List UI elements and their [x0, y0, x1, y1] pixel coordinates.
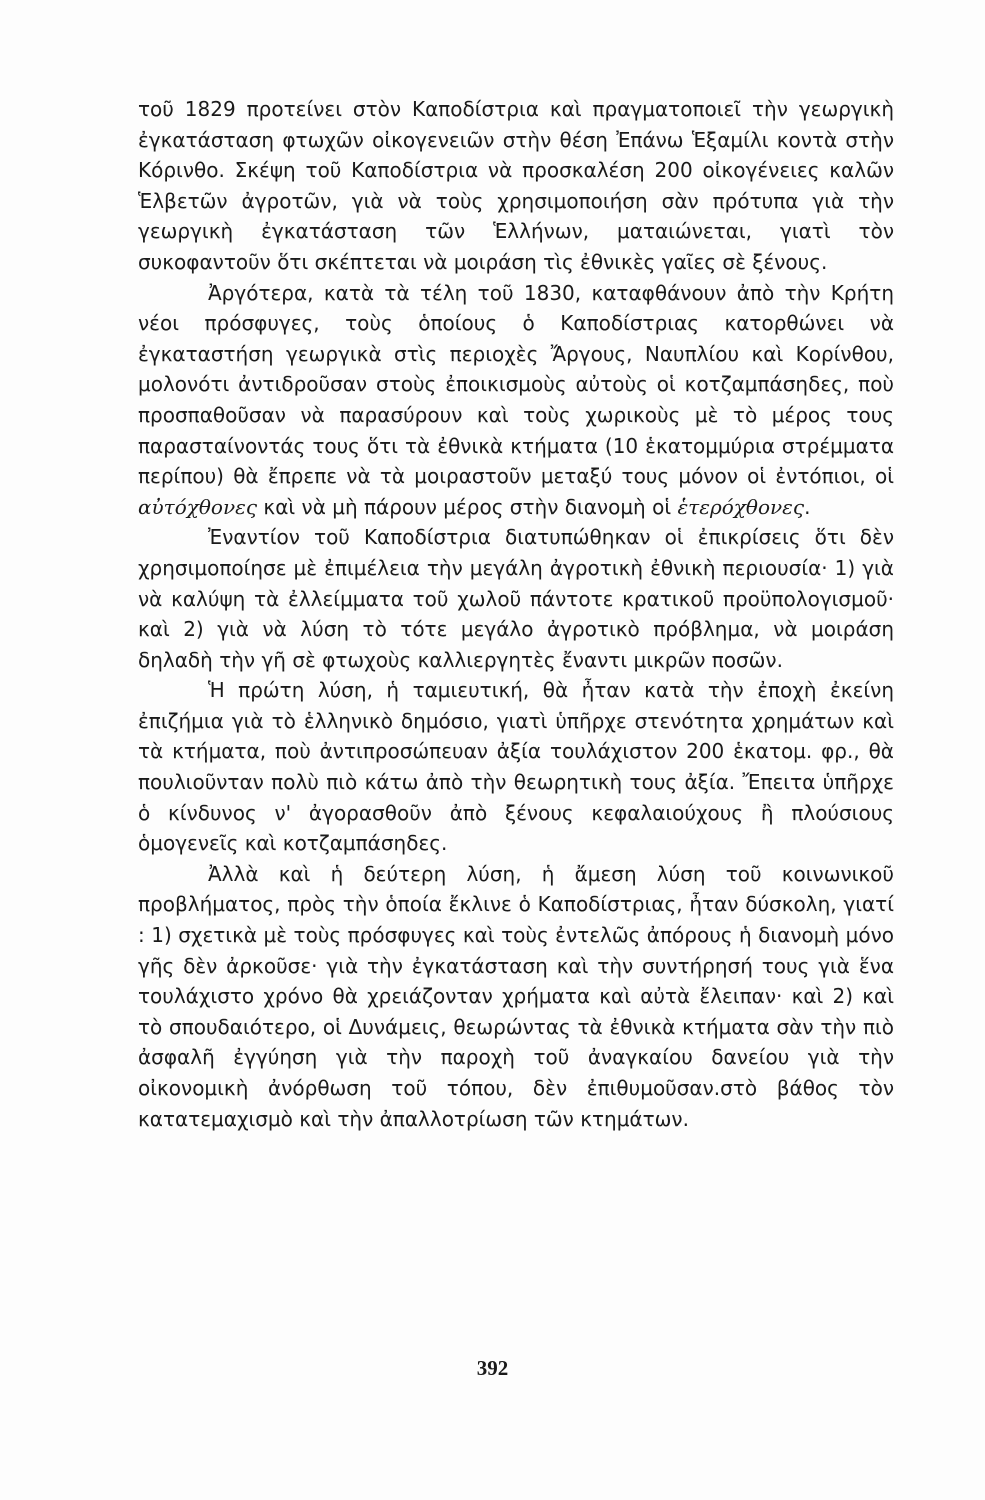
italic-term: αὐτόχθονες	[138, 494, 258, 519]
paragraph-text: Ἡ πρώτη λύση, ἡ ταμιευτική, θὰ ἦταν κατὰ τὴν ἐποχὴ ἐκείνη ἐπιζήμια γιὰ τὸ ἑλληνικὸ δημόσιο, γιατὶ ὑπῆρχε στενότητα χρημάτων καὶ τὰ κτήματα, ποὺ ἀντιπροσώπευαν ἀξία τουλάχιστον 200 ἑκατομ. φρ., θὰ πουλιοῦνταν πολὺ πιὸ κάτω ἀπὸ τὴν θεωρητικὴ τους ἀξία. Ἔπειτα ὑπῆρχε ὁ κίνδυνος ν' ἀγορασθοῦν ἀπὸ ξένους κεφαλαιούχους ἢ πλούσιους ὁμογενεῖς καὶ κοτζαμπάσηδες.	[138, 678, 894, 856]
page-number: 392	[476, 1356, 509, 1380]
paragraph-text: Ἀλλὰ καὶ ἡ δεύτερη λύση, ἡ ἄμεση λύση τοῦ κοινωνικοῦ προβλήματος, πρὸς τὴν ὁποία ἔκλινε ὁ Καποδίστριας, ἦταν δύσκολη, γιατί : 1) σχετικὰ μὲ τοὺς πρόσφυγες καὶ τοὺς ἐντελῶς ἀπόρους ἡ διανομὴ μόνο γῆς δὲν ἀρκοῦσε· γιὰ τὴν ἐγκατάσταση καὶ τὴν συντήρησή τους γιὰ ἕνα τουλάχιστο χρόνο θὰ χρειάζονταν χρήματα καὶ αὐτὰ ἔλειπαν· καὶ 2) καὶ τὸ σπουδαιότερο, οἱ Δυνάμεις, θεωρώντας τὰ ἐθνικὰ κτήματα σὰν τὴν πιὸ ἀσφαλῆ ἐγγύηση γιὰ τὴν παροχὴ τοῦ ἀναγκαίου δανείου γιὰ τὴν οἰκονομικὴ ἀνόρθωση τοῦ τόπου, δὲν ἐπιθυμοῦσαν.στὸ βάθος τὸν κατατεμαχισμὸ καὶ τὴν ἀπαλλοτρίωση τῶν κτημάτων.	[138, 861, 894, 1131]
paragraph-4	[138, 675, 894, 859]
body-text	[138, 94, 894, 1134]
paragraph-1	[138, 94, 894, 278]
italic-term: ἑτερόχθονες	[677, 494, 805, 519]
paragraph-3	[138, 522, 894, 675]
paragraph-text: Ἀργότερα, κατὰ τὰ τέλη τοῦ 1830, καταφθάνουν ἀπὸ τὴν Κρήτη νέοι πρόσφυγες, τοὺς ὁποίους ὁ Καποδίστριας κατορθώνει νὰ ἐγκαταστήση γεωργικὰ στὶς περιοχὲς Ἄργους, Ναυπλίου καὶ Κορίνθου, μολονότι ἀντιδροῦσαν στοὺς ἐποικισμοὺς αὐτοὺς οἱ κοτζαμπάσηδες, ποὺ προσπαθοῦσαν νὰ παρασύρουν καὶ τοὺς χωρικοὺς μὲ τὸ μέρος τους παρασταίνοντάς τους ὅτι τὰ ἐθνικὰ κτήματα (10 ἑκατομμύρια στρέμματα περίπου) θὰ ἔπρεπε νὰ τὰ μοιραστοῦν μεταξύ τους μόνον οἱ ἐντόπιοι, οἱ	[138, 280, 894, 489]
paragraph-5	[138, 859, 894, 1134]
paragraph-text: τοῦ 1829 προτείνει στὸν Καποδίστρια καὶ πραγματοποιεῖ τὴν γεωργικὴ ἐγκατάσταση φτωχῶν οἰκογενειῶν στὴν θέση Ἐπάνω Ἑξαμίλι κοντὰ στὴν Κόρινθο. Σκέψη τοῦ Καποδίστρια νὰ προσκαλέση 200 οἰκογένειες καλῶν Ἑλβετῶν ἀγροτῶν, γιὰ νὰ τοὺς χρησιμοποιήση σὰν πρότυπα γιὰ τὴν γεωργικὴ ἐγκατάσταση τῶν Ἑλλήνων, ματαιώνεται, γιατὶ τὸν συκοφαντοῦν ὅτι σκέπτεται νὰ μοιράση τὶς ἐθνικὲς γαῖες σὲ ξένους.	[138, 97, 894, 274]
paragraph-2	[138, 278, 894, 523]
paragraph-text: .	[804, 494, 811, 519]
paragraph-text: καὶ νὰ μὴ πάρουν μέρος στὴν διανομὴ οἱ	[257, 494, 678, 519]
paragraph-text: Ἐναντίον τοῦ Καποδίστρια διατυπώθηκαν οἱ ἐπικρίσεις ὅτι δὲν χρησιμοποίησε μὲ ἐπιμέλεια τὴν μεγάλη ἀγροτικὴ ἐθνικὴ περιουσία· 1) γιὰ νὰ καλύψη τὰ ἐλλείμματα τοῦ χωλοῦ πάντοτε κρατικοῦ προϋπολογισμοῦ· καὶ 2) γιὰ νὰ λύση τὸ τότε μεγάλο ἀγροτικὸ πρόβλημα, νὰ μοιράση δηλαδὴ τὴν γῆ σὲ φτωχοὺς καλλιεργητὲς ἔναντι μικρῶν ποσῶν.	[138, 525, 894, 672]
